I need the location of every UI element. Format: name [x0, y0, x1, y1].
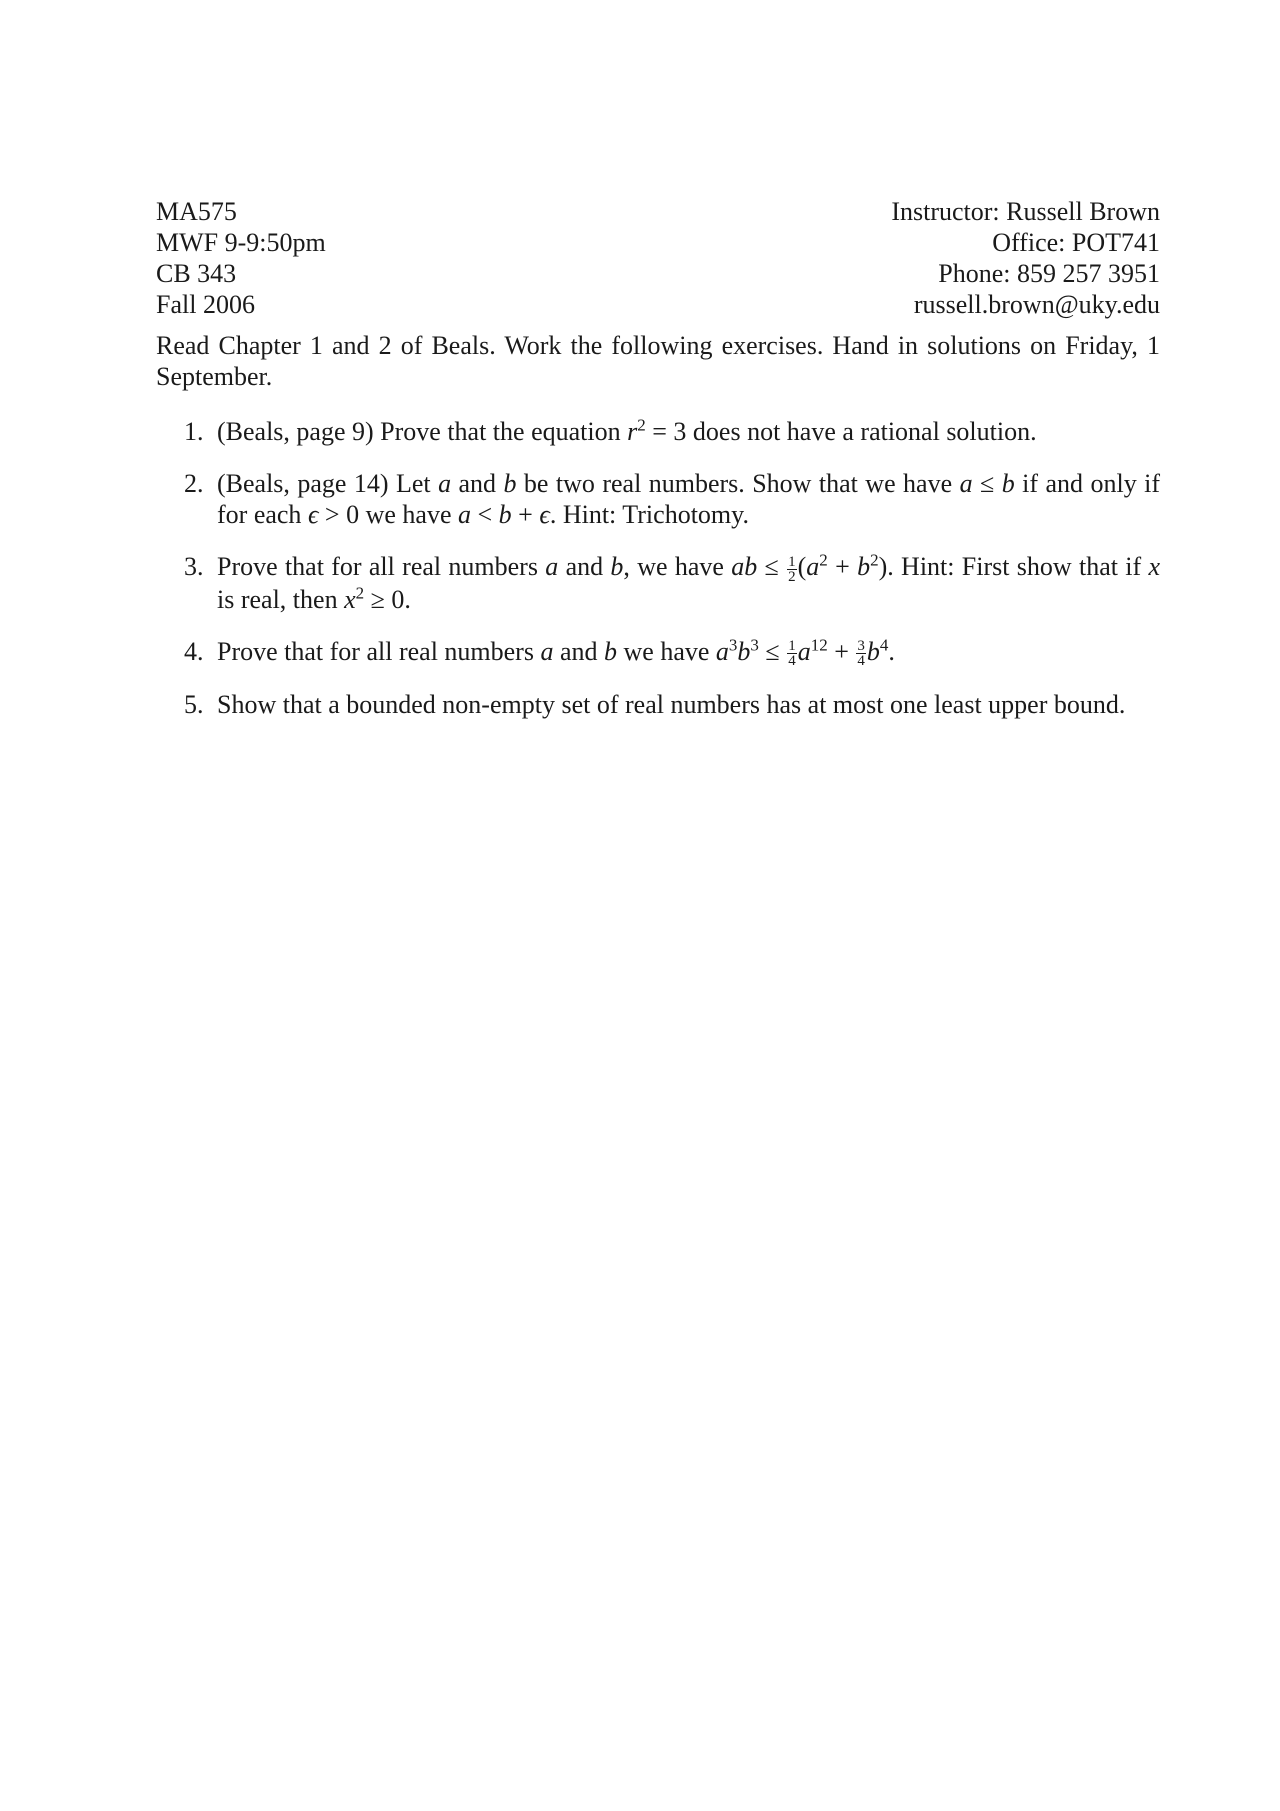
exercise-2: 2. (Beals, page 14) Let a and b be two real numbers. Show that we have a ≤ b if and only if for each ϵ > 0 we have a < b + ϵ. Hint: Trichotomy. — [184, 469, 1161, 529]
exercise-text: and — [451, 469, 504, 498]
instructor-office: Office: POT741 — [992, 228, 1160, 257]
exercise-number: 5. — [184, 690, 204, 720]
exercise-list — [156, 416, 1160, 720]
math-expression: r — [627, 417, 638, 446]
exercise-text: is real, then — [217, 584, 345, 614]
instructor-phone: Phone: 859 257 3951 — [938, 259, 1160, 288]
instructor-email: russell.brown@uky.edu — [913, 290, 1160, 319]
exercise-4: 4. Prove that for all real numbers a and b we have $a^3b^3$ ≤ $\frac{1}{4}$ $a^{12}$ + $\frac{3}{4}$ $b^4$. — [184, 634, 895, 670]
course-room: CB 343 — [156, 259, 237, 288]
exercise-5 — [156, 689, 1160, 720]
instructor-info — [891, 196, 1160, 320]
exercise-text: does not have a rational solution. — [686, 417, 1037, 446]
exercise-text: if and only if for each — [217, 469, 1161, 529]
exercise-text: we have — [617, 636, 716, 666]
exercise-text: . — [888, 636, 895, 666]
exercise-text: Prove that for all real numbers — [217, 552, 546, 581]
course-code: MA575 — [156, 197, 237, 226]
exercise-text: Prove that for all real numbers — [217, 636, 541, 666]
exercise-text: Show that a bounded non-empty set of real numbers has at most one least upper bound. — [217, 690, 1126, 720]
fraction-one-quarter: $\frac{1}{4}$ — [788, 638, 796, 670]
exercise-number: 2. — [184, 469, 204, 498]
exercise-number: 3. — [184, 552, 204, 581]
exercise-text: (Beals, page 9) Prove that the equation — [217, 417, 628, 446]
course-time: MWF 9-9:50pm — [156, 228, 326, 257]
exercise-text: (Beals, page 14) Let — [217, 469, 439, 498]
instructor-name: Instructor: Russell Brown — [891, 197, 1160, 226]
course-header — [156, 196, 1160, 320]
exercise-3: 3. Prove that for all real numbers a and b, we have ab ≤ $\frac{1}{2}$ $(a^2 + b^2)$. Hint: First show that if x is real, then $x^2 \ge 0$. — [184, 550, 1160, 614]
assignment-intro: Read Chapter 1 and 2 of Beals. Work the following exercises. Hand in solutions on Friday, 1 September. — [156, 331, 1160, 391]
fraction-one-half: $\frac{1}{2}$ — [788, 553, 796, 585]
exercise-text: we have — [359, 500, 458, 529]
exercise-text: . — [404, 584, 411, 614]
exercise-text: be two real numbers. Show that we have — [516, 469, 960, 498]
course-info — [156, 196, 326, 320]
exercise-text: , we have — [623, 552, 732, 581]
document-page — [156, 196, 1160, 741]
exercise-text: and — [558, 552, 611, 581]
course-term: Fall 2006 — [156, 290, 255, 319]
exercise-text: . Hint: Trichotomy. — [549, 500, 749, 529]
exercise-text: and — [553, 636, 604, 666]
fraction-three-quarters: $\frac{3}{4}$ — [857, 638, 865, 670]
exercise-number: 1. — [184, 417, 204, 446]
exercise-1: 1. (Beals, page 9) Prove that the equation $r^2 = 3$ does not have a rational solution. — [184, 415, 1037, 446]
exercise-number: 4. — [184, 636, 204, 666]
exercise-text: . Hint: First show that if — [887, 552, 1149, 581]
